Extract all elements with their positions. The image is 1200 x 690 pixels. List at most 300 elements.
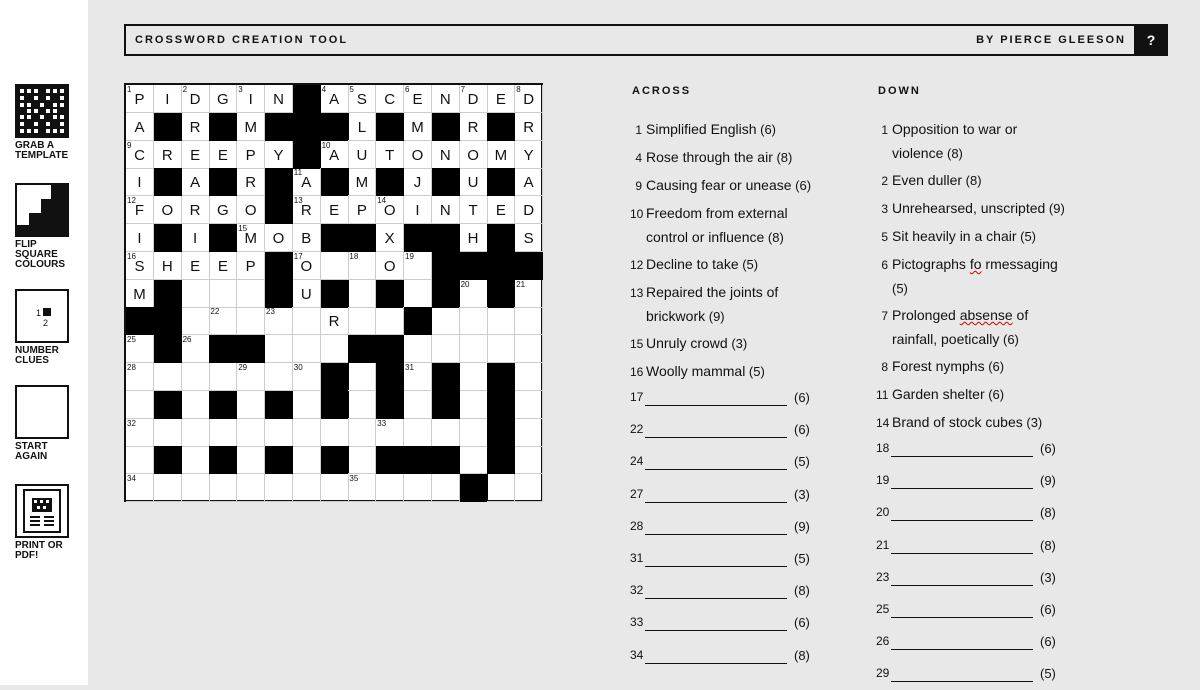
grid-black-square[interactable] bbox=[265, 280, 293, 308]
grid-cell[interactable] bbox=[348, 307, 376, 335]
grid-black-square[interactable] bbox=[376, 113, 404, 141]
grid-cell[interactable] bbox=[126, 474, 154, 502]
clue-input-line[interactable] bbox=[891, 456, 1033, 457]
grid-black-square[interactable] bbox=[376, 363, 404, 391]
grid-cell[interactable] bbox=[209, 363, 237, 391]
clue-number: 34 bbox=[630, 647, 644, 662]
grid-cell[interactable] bbox=[265, 474, 293, 502]
grid-cell[interactable] bbox=[404, 196, 432, 224]
grid-cell[interactable] bbox=[376, 141, 404, 169]
grid-black-square[interactable] bbox=[209, 335, 237, 363]
grid-cell[interactable] bbox=[487, 307, 515, 335]
blank-clue-entry[interactable] bbox=[876, 602, 1056, 626]
grid-cell[interactable] bbox=[404, 419, 432, 447]
grid-cell[interactable] bbox=[404, 141, 432, 169]
grid-cell[interactable] bbox=[237, 224, 265, 252]
grid-black-square[interactable] bbox=[348, 224, 376, 252]
grid-cell[interactable] bbox=[348, 363, 376, 391]
grid-black-square[interactable] bbox=[321, 168, 349, 196]
grid-cell[interactable] bbox=[487, 335, 515, 363]
blank-clue-entry[interactable] bbox=[876, 441, 1056, 465]
grid-cell[interactable] bbox=[460, 363, 488, 391]
grid-cell[interactable] bbox=[432, 474, 460, 502]
grid-black-square[interactable] bbox=[321, 363, 349, 391]
grid-black-square[interactable] bbox=[432, 391, 460, 419]
clue-item[interactable] bbox=[876, 304, 1076, 351]
grid-cell[interactable] bbox=[348, 391, 376, 419]
grid-black-square[interactable] bbox=[487, 113, 515, 141]
grid-cell[interactable] bbox=[460, 307, 488, 335]
grid-black-square[interactable] bbox=[432, 446, 460, 474]
blank-clue-entry[interactable] bbox=[876, 505, 1056, 529]
grid-cell[interactable] bbox=[182, 168, 210, 196]
grid-cell[interactable] bbox=[376, 224, 404, 252]
grid-black-square[interactable] bbox=[293, 113, 321, 141]
grid-cell[interactable] bbox=[237, 307, 265, 335]
clue-item[interactable] bbox=[630, 332, 830, 356]
clue-input-line[interactable] bbox=[891, 681, 1033, 682]
grid-black-square[interactable] bbox=[460, 252, 488, 280]
grid-cell[interactable] bbox=[126, 141, 154, 169]
grid-cell[interactable] bbox=[348, 113, 376, 141]
grid-cell[interactable] bbox=[154, 419, 182, 447]
blank-clue-entry[interactable] bbox=[630, 648, 810, 672]
grid-cell[interactable] bbox=[404, 168, 432, 196]
grid-black-square[interactable] bbox=[154, 168, 182, 196]
blank-clue-entry[interactable] bbox=[876, 570, 1056, 594]
clue-item[interactable] bbox=[630, 253, 830, 277]
grid-black-square[interactable] bbox=[321, 113, 349, 141]
grid-black-square[interactable] bbox=[376, 335, 404, 363]
grid-cell[interactable] bbox=[182, 391, 210, 419]
grid-cell[interactable] bbox=[126, 391, 154, 419]
blank-clue-entry[interactable] bbox=[630, 422, 810, 446]
grid-cell[interactable] bbox=[460, 391, 488, 419]
grab-template-label: GRAB A TEMPLATE bbox=[15, 140, 69, 161]
grid-black-square[interactable] bbox=[126, 307, 154, 335]
grid-cell[interactable] bbox=[515, 113, 543, 141]
grid-cell[interactable] bbox=[237, 474, 265, 502]
grid-cell[interactable] bbox=[182, 224, 210, 252]
grid-cell[interactable] bbox=[293, 363, 321, 391]
grid-cell[interactable] bbox=[265, 335, 293, 363]
blank-clue-entry[interactable] bbox=[630, 615, 810, 639]
grid-black-square[interactable] bbox=[404, 307, 432, 335]
blank-clue-entry[interactable] bbox=[876, 538, 1056, 562]
grid-cell[interactable] bbox=[321, 196, 349, 224]
grid-cell[interactable] bbox=[154, 196, 182, 224]
grid-cell[interactable] bbox=[460, 419, 488, 447]
print-tool[interactable] bbox=[15, 484, 85, 561]
grid-cell[interactable] bbox=[460, 280, 488, 308]
grid-cell[interactable] bbox=[515, 85, 543, 113]
clue-input-line[interactable] bbox=[891, 553, 1033, 554]
grid-cell[interactable] bbox=[126, 196, 154, 224]
grid-cell[interactable] bbox=[182, 446, 210, 474]
grid-cell[interactable] bbox=[265, 419, 293, 447]
grid-cell[interactable] bbox=[293, 391, 321, 419]
grid-cell[interactable] bbox=[487, 141, 515, 169]
clue-text: Garden shelter bbox=[892, 386, 985, 402]
grid-black-square[interactable] bbox=[432, 252, 460, 280]
grid-cell[interactable] bbox=[515, 474, 543, 502]
grid-black-square[interactable] bbox=[265, 391, 293, 419]
grid-cell[interactable] bbox=[348, 168, 376, 196]
grid-cell[interactable] bbox=[460, 335, 488, 363]
grid-cell[interactable] bbox=[182, 419, 210, 447]
grid-black-square[interactable] bbox=[293, 141, 321, 169]
grid-cell[interactable] bbox=[404, 391, 432, 419]
grid-black-square[interactable] bbox=[265, 446, 293, 474]
grid-cell[interactable] bbox=[126, 280, 154, 308]
grid-black-square[interactable] bbox=[487, 280, 515, 308]
grid-cell[interactable] bbox=[182, 252, 210, 280]
grid-cell[interactable] bbox=[348, 446, 376, 474]
grid-cell[interactable] bbox=[348, 252, 376, 280]
grid-cell[interactable] bbox=[432, 141, 460, 169]
grid-cell[interactable] bbox=[460, 85, 488, 113]
grid-cell[interactable] bbox=[404, 280, 432, 308]
clue-item[interactable] bbox=[630, 281, 830, 328]
grid-cell[interactable] bbox=[515, 196, 543, 224]
grid-black-square[interactable] bbox=[209, 224, 237, 252]
clue-item[interactable] bbox=[876, 118, 1076, 165]
grid-cell[interactable] bbox=[404, 363, 432, 391]
grid-cell[interactable] bbox=[404, 85, 432, 113]
grid-cell[interactable] bbox=[487, 196, 515, 224]
blank-clue-entry[interactable] bbox=[630, 487, 810, 511]
grid-black-square[interactable] bbox=[321, 391, 349, 419]
clue-item[interactable] bbox=[630, 146, 830, 170]
grid-cell[interactable] bbox=[265, 307, 293, 335]
clue-item[interactable] bbox=[876, 169, 1076, 193]
grid-cell[interactable] bbox=[460, 168, 488, 196]
grid-black-square[interactable] bbox=[376, 446, 404, 474]
cell-letter: G bbox=[217, 202, 229, 220]
blank-clue-entry[interactable] bbox=[630, 583, 810, 607]
grid-cell[interactable] bbox=[293, 419, 321, 447]
grid-black-square[interactable] bbox=[321, 224, 349, 252]
grid-black-square[interactable] bbox=[460, 474, 488, 502]
clue-input-line[interactable] bbox=[645, 630, 787, 631]
grid-cell[interactable] bbox=[432, 196, 460, 224]
grid-cell[interactable] bbox=[126, 168, 154, 196]
clue-input-line[interactable] bbox=[891, 617, 1033, 618]
clue-input-line[interactable] bbox=[891, 649, 1033, 650]
grid-black-square[interactable] bbox=[154, 280, 182, 308]
clue-item[interactable] bbox=[876, 383, 1076, 407]
grid-cell[interactable] bbox=[126, 419, 154, 447]
grid-cell[interactable] bbox=[237, 391, 265, 419]
grid-black-square[interactable] bbox=[487, 252, 515, 280]
flip-colours-label: FLIP SQUARE COLOURS bbox=[15, 239, 65, 270]
grid-cell[interactable] bbox=[154, 141, 182, 169]
grid-cell[interactable] bbox=[209, 141, 237, 169]
cell-number: 4 bbox=[321, 85, 327, 94]
grid-cell[interactable] bbox=[237, 446, 265, 474]
grid-black-square[interactable] bbox=[293, 85, 321, 113]
grid-cell[interactable] bbox=[126, 85, 154, 113]
grid-black-square[interactable] bbox=[376, 280, 404, 308]
grid-cell[interactable] bbox=[348, 196, 376, 224]
grid-cell[interactable] bbox=[321, 419, 349, 447]
cell-number: 9 bbox=[127, 140, 132, 150]
grid-black-square[interactable] bbox=[432, 280, 460, 308]
start-again-tool[interactable] bbox=[15, 385, 85, 462]
clue-item[interactable] bbox=[876, 225, 1076, 249]
grid-cell[interactable] bbox=[237, 141, 265, 169]
grid-cell[interactable] bbox=[265, 85, 293, 113]
grid-black-square[interactable] bbox=[487, 419, 515, 447]
grid-cell[interactable] bbox=[404, 335, 432, 363]
grid-black-square[interactable] bbox=[209, 113, 237, 141]
grid-black-square[interactable] bbox=[265, 168, 293, 196]
grid-cell[interactable] bbox=[293, 335, 321, 363]
grid-cell[interactable] bbox=[209, 252, 237, 280]
grid-cell[interactable] bbox=[321, 141, 349, 169]
flip-colours-tool[interactable] bbox=[15, 183, 85, 270]
grid-cell[interactable] bbox=[432, 419, 460, 447]
clue-input-line[interactable] bbox=[645, 405, 787, 406]
grid-cell[interactable] bbox=[154, 85, 182, 113]
blank-clue-entry[interactable] bbox=[630, 551, 810, 575]
grid-cell[interactable] bbox=[154, 474, 182, 502]
clue-input-line[interactable] bbox=[645, 534, 787, 535]
blank-clue-entry[interactable] bbox=[876, 634, 1056, 658]
grid-black-square[interactable] bbox=[265, 252, 293, 280]
grid-black-square[interactable] bbox=[209, 168, 237, 196]
grid-cell[interactable] bbox=[515, 224, 543, 252]
grid-black-square[interactable] bbox=[376, 168, 404, 196]
grid-black-square[interactable] bbox=[404, 224, 432, 252]
grid-cell[interactable] bbox=[126, 446, 154, 474]
clue-input-line[interactable] bbox=[645, 502, 787, 503]
clue-item[interactable] bbox=[876, 355, 1076, 379]
grid-cell[interactable] bbox=[321, 335, 349, 363]
grid-cell[interactable] bbox=[348, 474, 376, 502]
cell-number: 30 bbox=[293, 363, 303, 372]
grid-cell[interactable] bbox=[126, 252, 154, 280]
grid-cell[interactable] bbox=[376, 85, 404, 113]
clue-input-line[interactable] bbox=[645, 598, 787, 599]
grid-cell[interactable] bbox=[237, 280, 265, 308]
grid-black-square[interactable] bbox=[265, 113, 293, 141]
grid-cell[interactable] bbox=[321, 85, 349, 113]
grid-cell[interactable] bbox=[460, 446, 488, 474]
grid-cell[interactable] bbox=[237, 363, 265, 391]
grid-cell[interactable] bbox=[515, 363, 543, 391]
grid-cell[interactable] bbox=[321, 307, 349, 335]
grid-cell[interactable] bbox=[293, 307, 321, 335]
grid-cell[interactable] bbox=[515, 168, 543, 196]
grab-template-tool[interactable] bbox=[15, 84, 85, 161]
grid-cell[interactable] bbox=[237, 196, 265, 224]
grid-cell[interactable] bbox=[265, 224, 293, 252]
grid-cell[interactable] bbox=[404, 252, 432, 280]
grid-cell[interactable] bbox=[404, 113, 432, 141]
grid-cell[interactable] bbox=[460, 113, 488, 141]
cell-number: 7 bbox=[460, 85, 466, 94]
clue-input-line[interactable] bbox=[891, 488, 1033, 489]
grid-cell[interactable] bbox=[209, 307, 237, 335]
grid-cell[interactable] bbox=[182, 363, 210, 391]
blank-clue-entry[interactable] bbox=[876, 666, 1056, 690]
clue-item[interactable] bbox=[630, 118, 830, 142]
grid-cell[interactable] bbox=[237, 85, 265, 113]
grid-black-square[interactable] bbox=[487, 363, 515, 391]
cell-number: 20 bbox=[460, 279, 470, 289]
number-clues-tool[interactable] bbox=[15, 289, 85, 366]
grid-cell[interactable] bbox=[376, 252, 404, 280]
grid-black-square[interactable] bbox=[432, 113, 460, 141]
grid-cell[interactable] bbox=[515, 280, 543, 308]
number-clues-label: NUMBER CLUES bbox=[15, 345, 59, 366]
grid-cell[interactable] bbox=[321, 252, 349, 280]
grid-cell[interactable] bbox=[237, 252, 265, 280]
grid-cell[interactable] bbox=[209, 196, 237, 224]
grid-cell[interactable] bbox=[237, 168, 265, 196]
grid-black-square[interactable] bbox=[487, 391, 515, 419]
grid-black-square[interactable] bbox=[404, 446, 432, 474]
grid-cell[interactable] bbox=[487, 474, 515, 502]
grid-cell[interactable] bbox=[293, 196, 321, 224]
grid-cell[interactable] bbox=[376, 196, 404, 224]
grid-cell[interactable] bbox=[515, 446, 543, 474]
grid-black-square[interactable] bbox=[321, 280, 349, 308]
cell-letter: N bbox=[439, 91, 451, 108]
grid-black-square[interactable] bbox=[487, 168, 515, 196]
grid-cell[interactable] bbox=[182, 196, 210, 224]
blank-clue-entry[interactable] bbox=[876, 473, 1056, 497]
grid-black-square[interactable] bbox=[154, 113, 182, 141]
grid-cell[interactable] bbox=[209, 280, 237, 308]
grid-cell[interactable] bbox=[237, 113, 265, 141]
grid-black-square[interactable] bbox=[237, 335, 265, 363]
grid-cell[interactable] bbox=[154, 252, 182, 280]
grid-cell[interactable] bbox=[432, 307, 460, 335]
cell-number: 16 bbox=[127, 251, 136, 261]
grid-cell[interactable] bbox=[209, 419, 237, 447]
grid-cell[interactable] bbox=[126, 113, 154, 141]
cell-letter: N bbox=[439, 202, 451, 220]
blank-clue-entry[interactable] bbox=[630, 454, 810, 478]
grid-cell[interactable] bbox=[182, 141, 210, 169]
clue-item[interactable] bbox=[630, 174, 830, 198]
grid-cell[interactable] bbox=[432, 335, 460, 363]
help-button[interactable]: ? bbox=[1134, 24, 1168, 56]
grid-cell[interactable] bbox=[515, 307, 543, 335]
clue-input-line[interactable] bbox=[645, 663, 787, 664]
grid-cell[interactable] bbox=[348, 280, 376, 308]
blank-clue-entry[interactable] bbox=[630, 519, 810, 543]
clue-input-line[interactable] bbox=[891, 585, 1033, 586]
grid-cell[interactable] bbox=[515, 419, 543, 447]
grid-cell[interactable] bbox=[265, 363, 293, 391]
blank-clue-entry[interactable] bbox=[630, 390, 810, 414]
clue-item[interactable] bbox=[876, 197, 1076, 221]
grid-black-square[interactable] bbox=[209, 391, 237, 419]
grid-cell[interactable] bbox=[515, 335, 543, 363]
grid-black-square[interactable] bbox=[376, 391, 404, 419]
grid-cell[interactable] bbox=[182, 335, 210, 363]
grid-black-square[interactable] bbox=[515, 252, 543, 280]
grid-cell[interactable] bbox=[126, 335, 154, 363]
grid-cell[interactable] bbox=[293, 446, 321, 474]
grid-black-square[interactable] bbox=[432, 224, 460, 252]
grid-black-square[interactable] bbox=[265, 196, 293, 224]
grid-black-square[interactable] bbox=[154, 224, 182, 252]
grid-cell[interactable] bbox=[348, 141, 376, 169]
grid-black-square[interactable] bbox=[432, 168, 460, 196]
grid-cell[interactable] bbox=[376, 419, 404, 447]
grid-cell[interactable] bbox=[126, 363, 154, 391]
grid-cell[interactable] bbox=[265, 141, 293, 169]
clue-text: Brand of stock cubes bbox=[892, 414, 1023, 430]
grid-cell[interactable] bbox=[154, 363, 182, 391]
grid-cell[interactable] bbox=[404, 474, 432, 502]
grid-black-square[interactable] bbox=[154, 391, 182, 419]
clue-input-line[interactable] bbox=[891, 520, 1033, 521]
grid-cell[interactable] bbox=[209, 474, 237, 502]
clue-item[interactable] bbox=[876, 253, 1076, 300]
grid-cell[interactable] bbox=[293, 224, 321, 252]
grid-cell[interactable] bbox=[293, 280, 321, 308]
grid-black-square[interactable] bbox=[154, 335, 182, 363]
grid-cell[interactable] bbox=[182, 113, 210, 141]
grid-cell[interactable] bbox=[293, 252, 321, 280]
grid-black-square[interactable] bbox=[487, 224, 515, 252]
grid-cell[interactable] bbox=[126, 224, 154, 252]
grid-cell[interactable] bbox=[182, 474, 210, 502]
grid-cell[interactable] bbox=[182, 280, 210, 308]
grid-cell[interactable] bbox=[293, 168, 321, 196]
grid-black-square[interactable] bbox=[321, 446, 349, 474]
grid-black-square[interactable] bbox=[487, 446, 515, 474]
clue-item[interactable] bbox=[630, 360, 830, 384]
grid-black-square[interactable] bbox=[209, 446, 237, 474]
clue-number: 3 bbox=[881, 202, 888, 216]
grid-cell[interactable] bbox=[348, 419, 376, 447]
clue-input-line[interactable] bbox=[645, 566, 787, 567]
clue-item[interactable] bbox=[630, 202, 830, 249]
grid-cell[interactable] bbox=[237, 419, 265, 447]
cell-number: 1 bbox=[127, 85, 132, 94]
grid-black-square[interactable] bbox=[348, 335, 376, 363]
grid-cell[interactable] bbox=[460, 141, 488, 169]
grid-cell[interactable] bbox=[348, 85, 376, 113]
grid-black-square[interactable] bbox=[154, 446, 182, 474]
clue-text: Freedom from external bbox=[646, 205, 788, 221]
grid-cell[interactable] bbox=[321, 474, 349, 502]
clue-item[interactable] bbox=[876, 411, 1076, 435]
clue-input-line[interactable] bbox=[645, 469, 787, 470]
grid-cell[interactable] bbox=[460, 196, 488, 224]
grid-cell[interactable] bbox=[515, 141, 543, 169]
grid-cell[interactable] bbox=[460, 224, 488, 252]
grid-cell[interactable] bbox=[376, 307, 404, 335]
grid-cell[interactable] bbox=[209, 85, 237, 113]
grid-cell[interactable] bbox=[182, 85, 210, 113]
grid-cell[interactable] bbox=[515, 391, 543, 419]
grid-cell[interactable] bbox=[376, 474, 404, 502]
grid-black-square[interactable] bbox=[154, 307, 182, 335]
grid-cell[interactable] bbox=[432, 85, 460, 113]
grid-cell[interactable] bbox=[182, 307, 210, 335]
grid-cell[interactable] bbox=[293, 474, 321, 502]
grid-cell[interactable] bbox=[487, 85, 515, 113]
clue-input-line[interactable] bbox=[645, 437, 787, 438]
grid-black-square[interactable] bbox=[432, 363, 460, 391]
